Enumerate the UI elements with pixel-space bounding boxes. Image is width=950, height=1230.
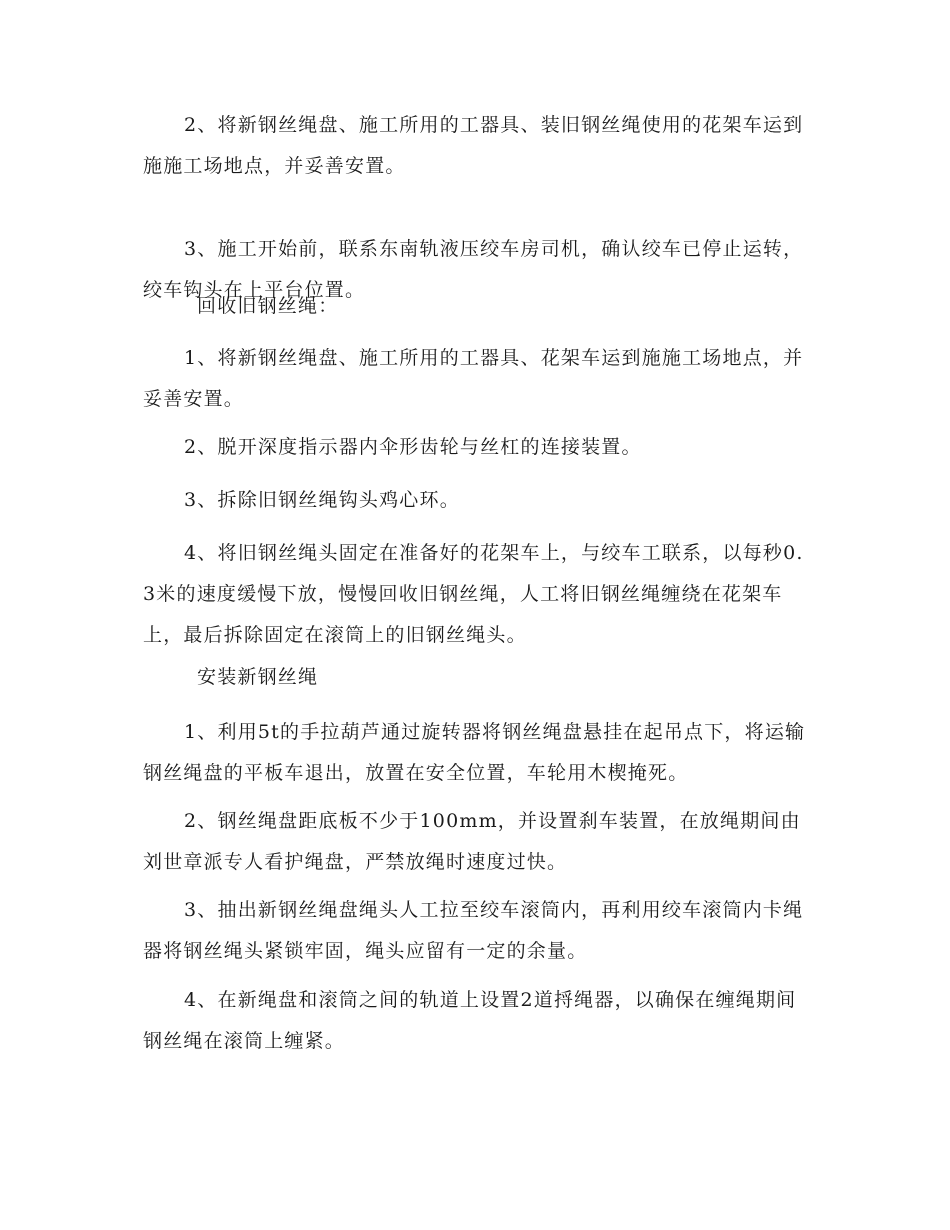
paragraph-install-4: 4、在新绳盘和滚筒之间的轨道上设置2道捋绳器，以确保在缠绳期间钢丝绳在滚筒上缠紧。: [143, 989, 797, 1052]
paragraph-recover-3: 3、拆除旧钢丝绳钩头鸡心环。: [184, 489, 460, 511]
paragraph-install-1: 1、利用5t的手拉葫芦通过旋转器将钢丝绳盘悬挂在起吊点下，将运输钢丝绳盘的平板车退出，放置在安全位置，车轮用木楔掩死。: [143, 721, 806, 784]
paragraph-recover-2: 2、脱开深度指示器内伞形齿轮与丝杠的连接装置。: [184, 436, 642, 458]
paragraph-install-3: 3、抽出新钢丝绳盘绳头人工拉至绞车滚筒内，再利用绞车滚筒内卡绳器将钢丝绳头紧锁牢固，绳头应留有一定的余量。: [143, 899, 804, 962]
paragraph-recover-4: 4、将旧钢丝绳头固定在准备好的花架车上，与绞车工联系，以每秒0.3米的速度缓慢下放，慢慢回收旧钢丝绳，人工将旧钢丝绳缠绕在花架车上，最后拆除固定在滚筒上的旧钢丝绳头。: [143, 542, 804, 646]
paragraph-prep-2: 2、将新钢丝绳盘、施工所用的工器具、装旧钢丝绳使用的花架车运到施施工场地点，并妥善安置。: [143, 114, 804, 177]
paragraph-recover-1: 1、将新钢丝绳盘、施工所用的工器具、花架车运到施施工场地点，并妥善安置。: [143, 347, 804, 410]
heading-install-new-rope: 安装新钢丝绳: [197, 666, 319, 688]
paragraph-prep-3: 3、施工开始前，联系东南轨液压绞车房司机，确认绞车已停止运转，绞车钩头在上平台位置。: [143, 238, 804, 301]
paragraph-install-2: 2、钢丝绳盘距底板不少于100mm，并设置刹车装置，在放绳期间由刘世章派专人看护绳盘，严禁放绳时速度过快。: [143, 810, 801, 873]
heading-recover-old-rope: 回收旧钢丝绳：: [197, 295, 339, 317]
